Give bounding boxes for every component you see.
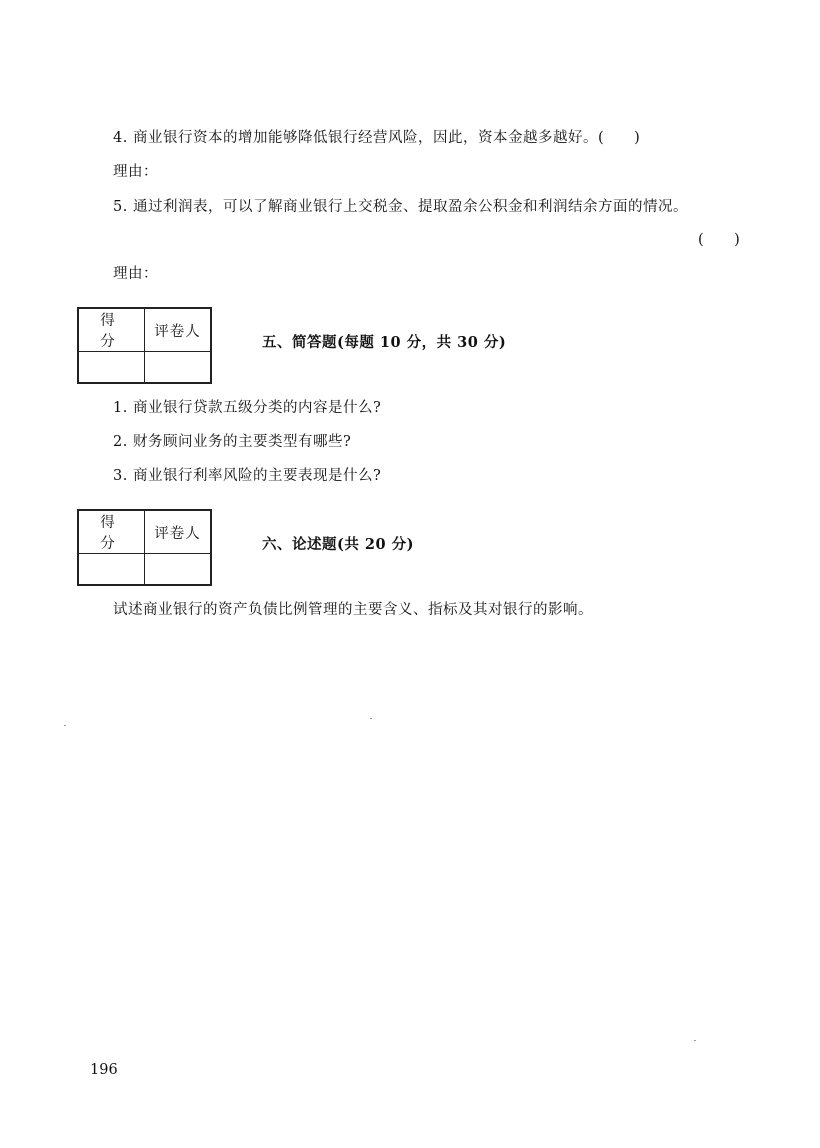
section-5-item-2: 2. 财务顾问业务的主要类型有哪些? [113, 434, 352, 450]
score-box-section-5 [77, 307, 212, 384]
grader-label: 评卷人 [145, 510, 212, 554]
grader-label: 评卷人 [145, 308, 212, 352]
score-cell [78, 554, 145, 586]
section-6-question: 试述商业银行的资产负债比例管理的主要含义、指标及其对银行的影响。 [113, 602, 593, 618]
score-label: 得 分 [78, 510, 145, 554]
question-4-reason-label: 理由： [113, 164, 158, 180]
question-5-reason-label: 理由： [113, 266, 158, 282]
question-5-bracket: ( ) [698, 232, 741, 248]
section-6-title: 六、论述题(共 20 分) [262, 536, 414, 553]
scan-speck [64, 725, 66, 726]
score-box-section-6 [77, 509, 212, 586]
question-4: 4. 商业银行资本的增加能够降低银行经营风险，因此，资本金越多越好。( ) [113, 130, 641, 146]
question-5: 5. 通过利润表，可以了解商业银行上交税金、提取盈余公积金和利润结余方面的情况。 [113, 199, 688, 215]
page-number: 196 [90, 1062, 118, 1078]
score-label: 得 分 [78, 308, 145, 352]
section-5-title: 五、简答题(每题 10 分，共 30 分) [262, 334, 507, 351]
section-5-item-1: 1. 商业银行贷款五级分类的内容是什么? [113, 400, 382, 416]
grader-cell [145, 554, 212, 586]
scan-speck [370, 718, 372, 719]
score-cell [78, 352, 145, 384]
scan-speck [694, 1040, 696, 1041]
grader-cell [145, 352, 212, 384]
section-5-item-3: 3. 商业银行利率风险的主要表现是什么? [113, 468, 382, 484]
